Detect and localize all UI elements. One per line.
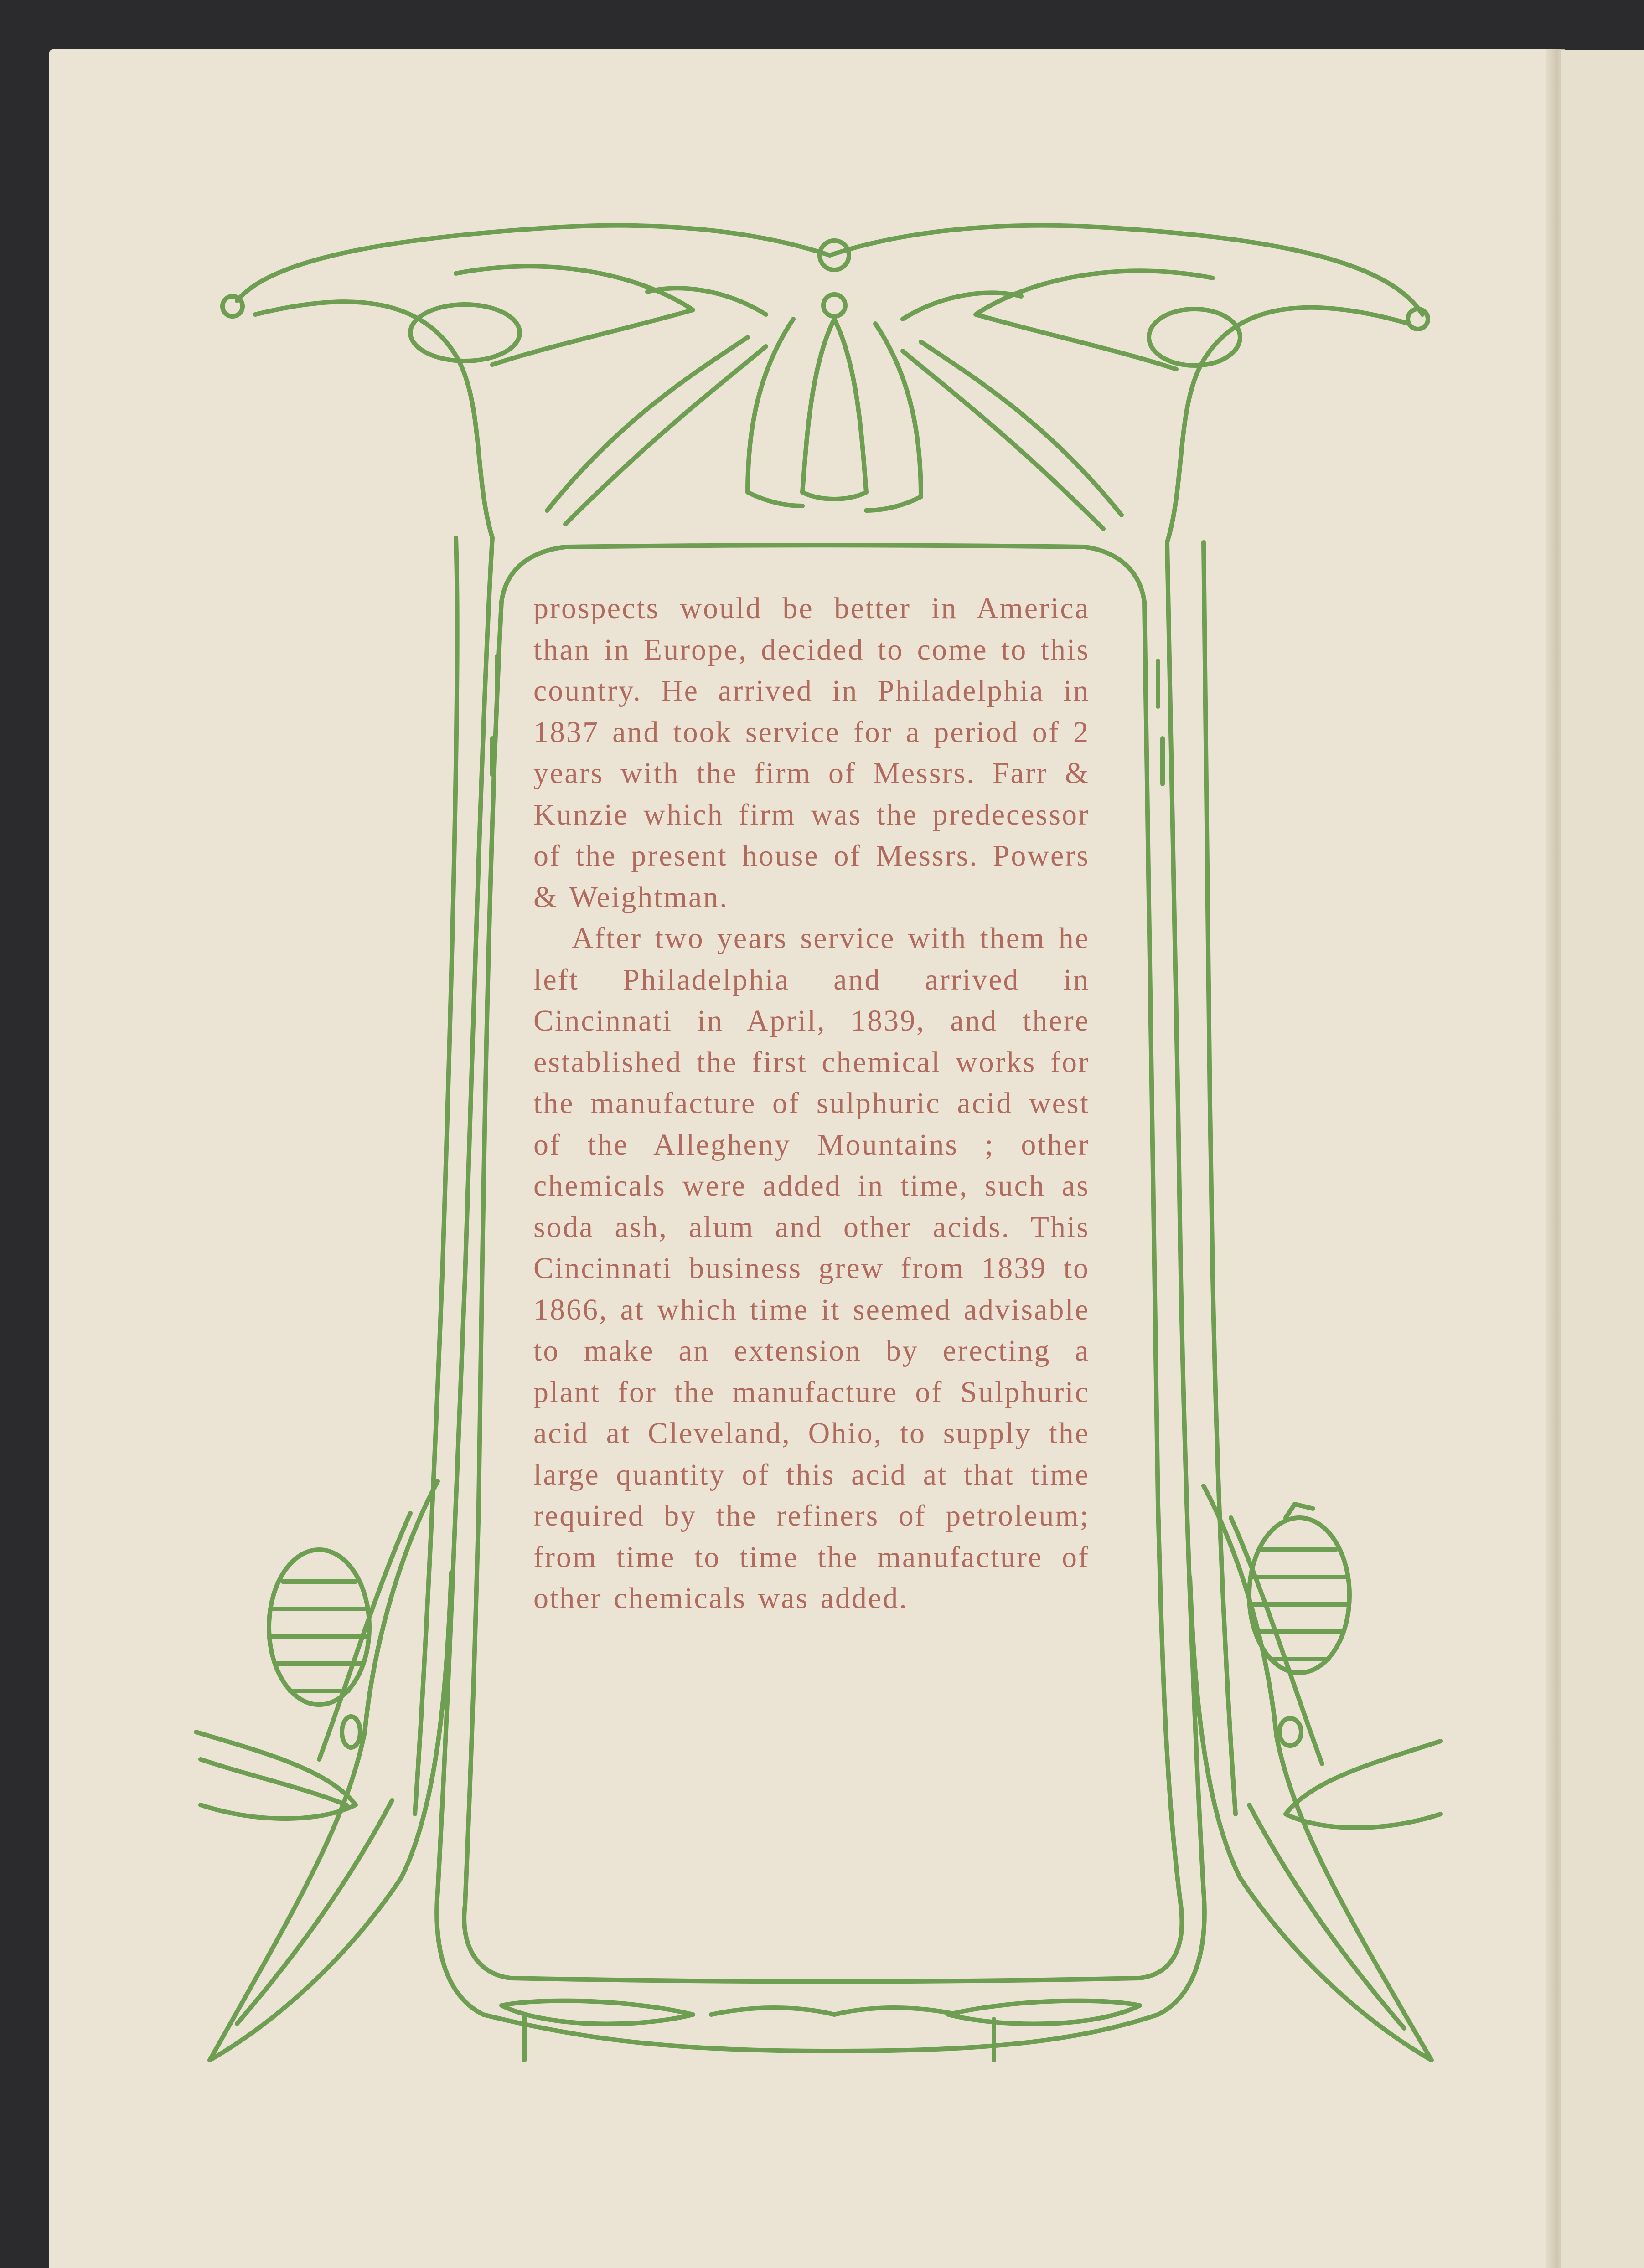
border-finial-right	[1408, 309, 1428, 329]
border-finial-left	[222, 296, 243, 316]
border-right-pillar	[1158, 542, 1205, 2015]
border-base	[483, 2015, 1158, 2051]
border-left-foliage	[210, 1481, 451, 2060]
paragraph-2: After two years service with them he left Philadelphia and arrived in Cincinnati in April, 1839, and there established the first chemical works for the manufacture of sulphuric acid west of the Allegheny Mountains ; other chemicals were added in time, such as soda ash, alum and other acids. This Cincinnati business grew from 1839 to 1866, at which time it seemed advisable to make an extension by erecting a plant for the manufacture of Sulphuric acid at Cleveland, Ohio, to supply the large quantity of this acid at that time required by the refiners of petroleum; from time to time the manufacture of other chemicals was added.	[533, 922, 1090, 1615]
pinecone-icon	[269, 1550, 369, 1705]
border-fan	[802, 319, 866, 499]
border-top-inner	[255, 302, 492, 538]
border-right-foliage	[1190, 1486, 1432, 2060]
paragraph-1: prospects would be better in America than in Europe, decided to come to this country. He arrived in Philadelphia in 1837 and took service for a period of 2 years with the firm of Messrs. Farr & Kunzie which firm was the predecessor of the present house of Messrs. Powers & Weightman.	[533, 592, 1090, 914]
border-top-inner-right	[1167, 308, 1409, 542]
body-text	[533, 588, 1090, 1955]
